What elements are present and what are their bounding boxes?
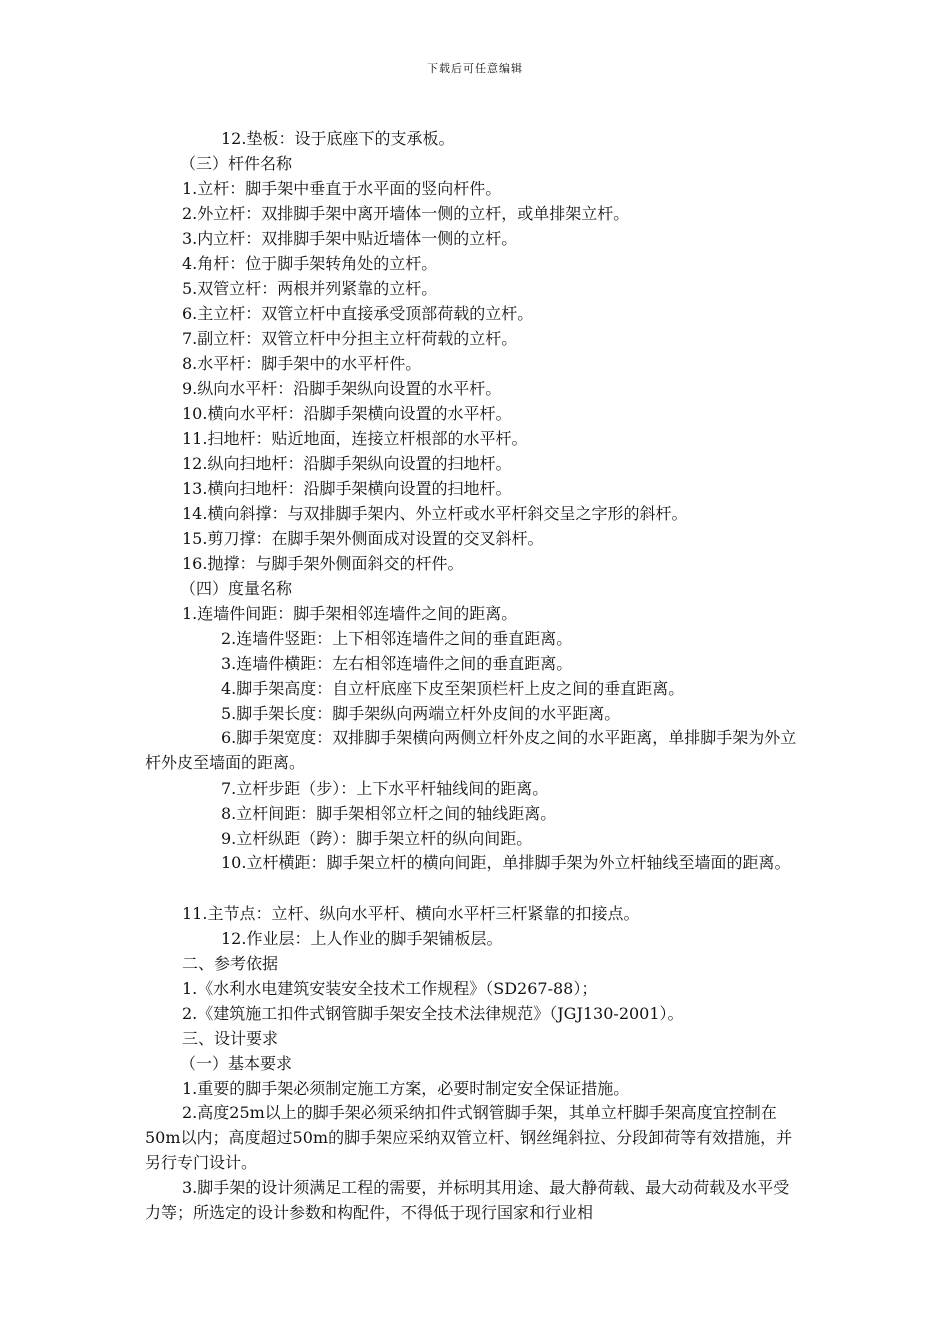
text-line: 16.抛撑：与脚手架外侧面斜交的杆件。	[182, 554, 464, 573]
page-header: 下载后可任意编辑	[427, 62, 523, 75]
text-line: 4.脚手架高度：自立杆底座下皮至架顶栏杆上皮之间的垂直距离。	[221, 679, 685, 698]
text-line: 9.立杆纵距（跨）：脚手架立杆的纵向间距。	[221, 829, 533, 848]
text-line: 12.垫板：设于底座下的支承板。	[221, 129, 455, 148]
text-line: 7.副立杆：双管立杆中分担主立杆荷载的立杆。	[182, 329, 518, 348]
text-line: 1.《水利水电建筑安装安全技术工作规程》（SD267-88）；	[182, 979, 598, 998]
text-line: 3.连墙件横距：左右相邻连墙件之间的垂直距离。	[221, 654, 573, 673]
text-line: 1.立杆：脚手架中垂直于水平面的竖向杆件。	[182, 179, 502, 198]
section-heading: （四）度量名称	[180, 579, 293, 598]
text-line: 5.双管立杆：两根并列紧靠的立杆。	[182, 279, 438, 298]
text-line: 2.连墙件竖距：上下相邻连墙件之间的垂直距离。	[221, 629, 573, 648]
text-line: 12.作业层：上人作业的脚手架铺板层。	[221, 929, 503, 948]
text-line: 1.连墙件间距：脚手架相邻连墙件之间的距离。	[182, 604, 518, 623]
text-line: 9.纵向水平杆：沿脚手架纵向设置的水平杆。	[182, 379, 502, 398]
text-line: 15.剪刀撑：在脚手架外侧面成对设置的交叉斜杆。	[182, 529, 544, 548]
text-line: 2.《建筑施工扣件式钢管脚手架安全技术法律规范》（JGJ130-2001）。	[182, 1004, 684, 1023]
text-line: 11.扫地杆：贴近地面，连接立杆根部的水平杆。	[182, 429, 528, 448]
text-line: 3.内立杆：双排脚手架中贴近墙体一侧的立杆。	[182, 229, 518, 248]
text-line: 8.立杆间距：脚手架相邻立杆之间的轴线距离。	[221, 804, 557, 823]
text-line: 5.脚手架长度：脚手架纵向两端立杆外皮间的水平距离。	[221, 704, 621, 723]
paragraph: 2.高度25m以上的脚手架必须采纳扣件式钢管脚手架，其单立杆脚手架高度宜控制在50m以内；高度超过50m的脚手架应采纳双管立杆、钢丝绳斜拉、分段卸荷等有效措施，并另行专门设计。	[145, 1103, 793, 1172]
text-line: 13.横向扫地杆：沿脚手架横向设置的扫地杆。	[182, 479, 512, 498]
paragraph: 3.脚手架的设计须满足工程的需要，并标明其用途、最大静荷载、最大动荷载及水平受力等；所选定的设计参数和构配件，不得低于现行国家和行业相	[145, 1178, 790, 1222]
text-line: 1.重要的脚手架必须制定施工方案，必要时制定安全保证措施。	[182, 1079, 630, 1098]
text-line: 4.角杆：位于脚手架转角处的立杆。	[182, 254, 438, 273]
section-heading: 二、参考依据	[182, 954, 279, 973]
section-heading: （三）杆件名称	[180, 154, 293, 173]
text-line: 2.外立杆：双排脚手架中离开墙体一侧的立杆，或单排架立杆。	[182, 204, 630, 223]
section-heading: 三、设计要求	[182, 1029, 279, 1048]
text-line: 8.水平杆：脚手架中的水平杆件。	[182, 354, 422, 373]
paragraph: 10.立杆横距：脚手架立杆的横向间距，单排脚手架为外立杆轴线至墙面的距离。	[221, 853, 791, 872]
text-line: 10.横向水平杆：沿脚手架横向设置的水平杆。	[182, 404, 512, 423]
text-line: 6.主立杆：双管立杆中直接承受顶部荷载的立杆。	[182, 304, 534, 323]
section-heading: （一）基本要求	[180, 1054, 293, 1073]
text-line: 12.纵向扫地杆：沿脚手架纵向设置的扫地杆。	[182, 454, 512, 473]
paragraph: 6.脚手架宽度：双排脚手架横向两侧立杆外皮之间的水平距离，单排脚手架为外立杆外皮至墙面的距离。	[145, 728, 797, 772]
text-line: 7.立杆步距（步）：上下水平杆轴线间的距离。	[221, 779, 549, 798]
text-line: 14.横向斜撑：与双排脚手架内、外立杆或水平杆斜交呈之字形的斜杆。	[182, 504, 688, 523]
text-line: 11.主节点：立杆、纵向水平杆、横向水平杆三杆紧靠的扣接点。	[182, 904, 640, 923]
